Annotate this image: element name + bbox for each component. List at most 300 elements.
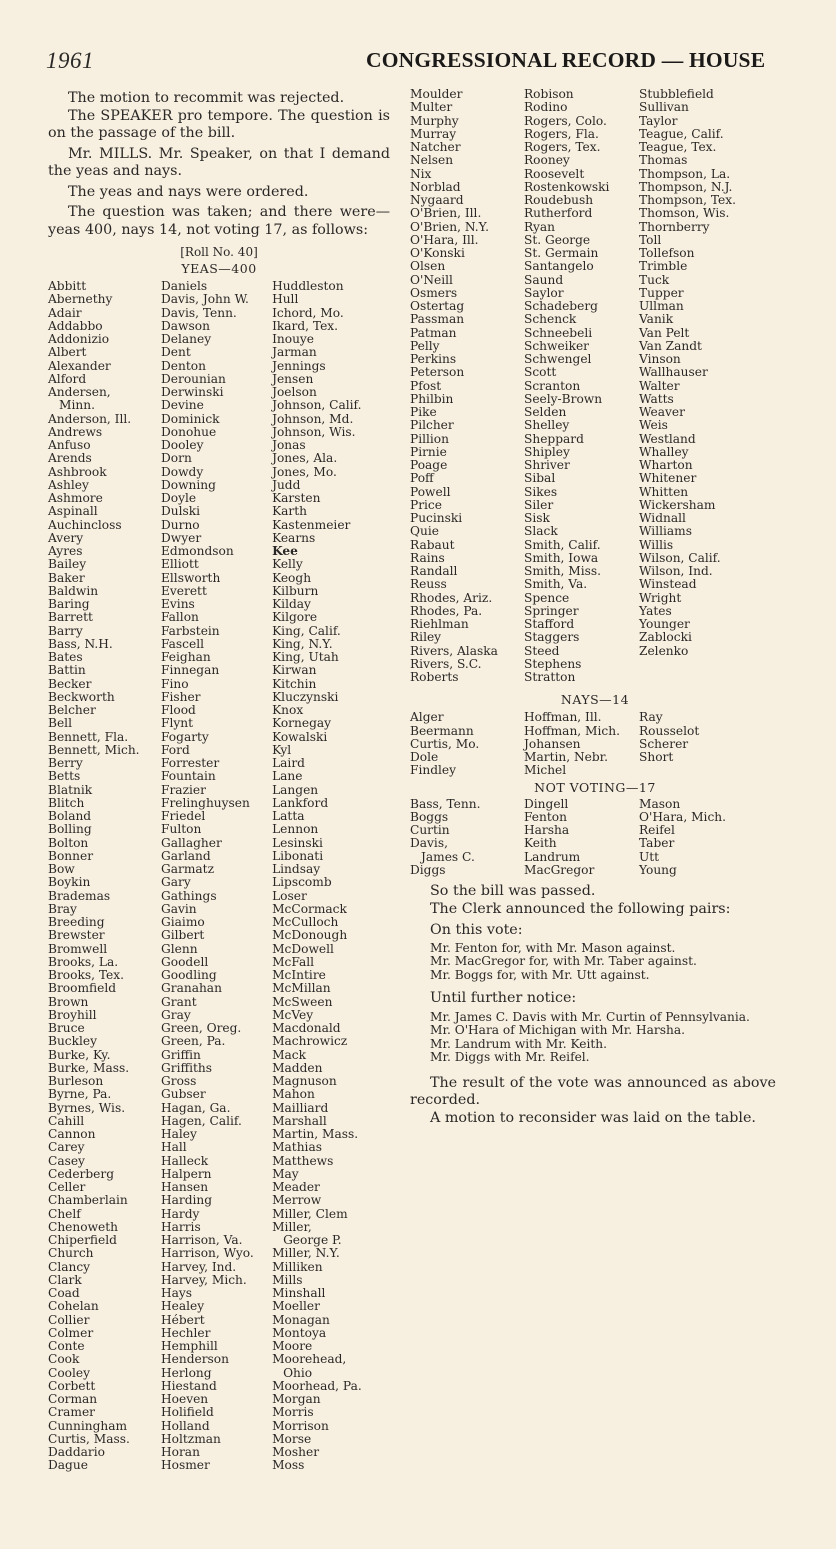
member-name: Boggs: [410, 809, 449, 824]
roll-number: [Roll No. 40]: [180, 245, 258, 259]
member-name: Daniels: [161, 279, 208, 293]
member-name: Kitchin: [272, 676, 317, 691]
member-name: Ellsworth: [161, 570, 221, 585]
member-name: Bennett, Fla.: [48, 729, 129, 744]
member-name: Dooley: [161, 438, 204, 452]
member-name: Scott: [524, 365, 557, 380]
member-name: Blitch: [48, 795, 85, 810]
member-name: Davis, Tenn.: [161, 305, 237, 320]
nays-col-1: [410, 711, 524, 777]
member-name: Martin, Nebr.: [524, 750, 609, 764]
member-name: Dawson: [161, 318, 210, 333]
member-name: Moore: [272, 1339, 313, 1353]
member-name: Younger: [639, 617, 690, 631]
member-name: Mason: [639, 796, 681, 811]
vote-pair: Mr. Boggs for, with Mr. Utt against.: [430, 967, 650, 982]
member-name: Williams: [639, 524, 692, 539]
member-name: O'Hara, Ill.: [410, 232, 479, 247]
member-name: Dominick: [161, 411, 220, 426]
member-name: Halleck: [161, 1153, 209, 1168]
member-name: Barry: [48, 623, 83, 638]
member-name: Broomfield: [48, 981, 117, 996]
vote-pair: Mr. Fenton for, with Mr. Mason against.: [430, 940, 676, 955]
member-name: Jonas: [272, 438, 306, 452]
member-name: Martin, Mass.: [272, 1127, 359, 1141]
member-name: Johnson, Wis.: [272, 424, 356, 439]
member-name: Goodling: [161, 968, 217, 982]
member-name: MacGregor: [524, 862, 595, 877]
member-name: Ullman: [639, 299, 684, 313]
member-name: Bromwell: [48, 941, 108, 956]
member-name: Sisk: [524, 511, 550, 525]
member-name: Burke, Mass.: [48, 1060, 130, 1075]
member-name: Ichord, Mo.: [272, 305, 344, 320]
member-name: Baring: [48, 597, 90, 611]
member-name: Jones, Ala.: [272, 451, 338, 466]
member-name: Matthews: [272, 1153, 334, 1168]
member-name: Hemphill: [161, 1339, 218, 1353]
member-name: Roberts: [410, 670, 459, 684]
member-name: Minshall: [272, 1286, 326, 1300]
member-name: Hull: [272, 292, 299, 307]
member-name: Hébert: [161, 1312, 205, 1327]
member-name: Frelinghuysen: [161, 795, 250, 810]
not-voting-col-2: [524, 798, 639, 878]
member-name: Michel: [524, 763, 567, 778]
member-name: Tupper: [639, 285, 684, 300]
member-name: Devine: [161, 398, 204, 413]
member-name: Patman: [410, 325, 457, 340]
member-name: Willis: [639, 537, 674, 552]
member-name: Hagen, Calif.: [161, 1113, 242, 1128]
member-name: Keogh: [272, 570, 312, 585]
member-name: Harvey, Mich.: [161, 1272, 247, 1287]
member-name: Ohio: [283, 1365, 313, 1380]
member-name: Walter: [639, 378, 680, 393]
member-name: Meader: [272, 1180, 320, 1194]
member-name: Schenck: [524, 312, 577, 327]
member-name: Judd: [272, 477, 301, 492]
member-name: Yates: [639, 603, 672, 618]
member-name: Abernethy: [48, 292, 113, 307]
member-name: Kilburn: [272, 583, 319, 598]
member-name: Bow: [48, 862, 75, 876]
member-name: Seely-Brown: [524, 391, 603, 406]
member-name: Broyhill: [48, 1007, 97, 1022]
member-name: Moorhead, Pa.: [272, 1378, 362, 1393]
member-name: Rousselot: [639, 723, 700, 738]
member-name: Farbstein: [161, 623, 220, 638]
member-name: Nix: [410, 166, 432, 181]
member-name: McDowell: [272, 941, 334, 956]
member-name: Burke, Ky.: [48, 1047, 111, 1062]
yeas-left-col-2: [161, 280, 272, 1473]
member-name: Derwinski: [161, 385, 224, 399]
member-name: Hansen: [161, 1180, 209, 1194]
member-name: Harris: [161, 1219, 201, 1234]
member-name: Karth: [272, 504, 308, 519]
result-text: The result of the vote was announced as above recorded.: [410, 1074, 776, 1108]
member-name: Pelly: [410, 338, 440, 353]
member-name: Johnson, Md.: [272, 411, 354, 426]
member-name: Halpern: [161, 1166, 212, 1181]
member-name: Hardy: [161, 1206, 200, 1221]
member-name: Joelson: [272, 385, 317, 399]
member-name: Scranton: [524, 378, 581, 393]
member-name: Monagan: [272, 1312, 330, 1327]
member-name: Murray: [410, 126, 457, 141]
member-name: Ryan: [524, 219, 555, 234]
member-name: Fallon: [161, 610, 199, 625]
member-name: Whalley: [639, 444, 689, 459]
member-name: Philbin: [410, 391, 454, 406]
member-name: Springer: [524, 603, 579, 618]
not-voting-col-3: [639, 798, 759, 878]
member-name: Kornegay: [272, 716, 332, 731]
member-name: Harrison, Wyo.: [161, 1246, 254, 1261]
member-name: Gray: [161, 1007, 191, 1022]
member-name: Bonner: [48, 848, 94, 863]
member-name: Wilson, Calif.: [639, 550, 721, 565]
member-name: Gross: [161, 1074, 197, 1088]
member-name: Albert: [48, 345, 87, 360]
member-name: Smith, Calif.: [524, 537, 601, 552]
member-name: Van Zandt: [639, 338, 702, 353]
member-name: Poage: [410, 458, 448, 472]
member-name: Tuck: [639, 272, 670, 287]
member-name: Dent: [161, 345, 191, 360]
member-name: Knox: [272, 703, 304, 717]
member-name: Jarman: [272, 345, 317, 360]
member-name: Green, Pa.: [161, 1034, 226, 1049]
member-name: Roudebush: [524, 193, 594, 207]
member-name: Schadeberg: [524, 299, 598, 313]
member-name: Quie: [410, 524, 439, 539]
member-name: Hall: [161, 1140, 187, 1155]
member-name: Pike: [410, 405, 437, 419]
member-name: Murphy: [410, 113, 459, 128]
member-name: Natcher: [410, 140, 461, 154]
member-name: Fulton: [161, 822, 202, 837]
member-name: Collier: [48, 1312, 90, 1327]
member-name: Holland: [161, 1418, 210, 1433]
member-name: Fino: [161, 676, 189, 691]
member-name: Colmer: [48, 1325, 94, 1340]
member-name: Madden: [272, 1060, 323, 1075]
member-name: Teague, Tex.: [639, 140, 717, 154]
member-name: Olsen: [410, 259, 446, 274]
member-name: Moeller: [272, 1299, 320, 1314]
member-name: Curtin: [410, 823, 450, 837]
member-name: Ashmore: [48, 491, 103, 505]
member-name: Machrowicz: [272, 1034, 348, 1049]
member-name: Loser: [272, 888, 307, 903]
member-name: Weis: [639, 418, 668, 433]
intro-paragraph: The question was taken; and there were—yeas 400, nays 14, not voting 17, as follows:: [48, 204, 390, 238]
member-name: Frazier: [161, 782, 206, 797]
member-name: Thompson, N.J.: [639, 179, 733, 194]
notice-pair: Mr. Landrum with Mr. Keith.: [430, 1036, 608, 1051]
member-name: Kee: [272, 544, 298, 558]
not-voting-heading: NOT VOTING—17: [534, 779, 656, 795]
member-name: Lane: [272, 769, 303, 784]
member-name: George P.: [283, 1233, 342, 1247]
member-name: Hays: [161, 1286, 193, 1300]
member-name: Hagan, Ga.: [161, 1100, 231, 1115]
member-name: Wickersham: [639, 497, 716, 512]
member-name: Bruce: [48, 1021, 85, 1035]
member-name: Mack: [272, 1047, 307, 1062]
page-year: 1961: [46, 48, 94, 73]
member-name: Moulder: [410, 87, 463, 101]
member-name: Ostertag: [410, 299, 465, 313]
member-name: Celler: [48, 1180, 86, 1194]
member-name: Inouye: [272, 332, 315, 346]
member-name: Finnegan: [161, 663, 220, 678]
member-name: Taber: [639, 836, 675, 851]
member-name: Hoffman, Ill.: [524, 710, 602, 725]
member-name: Stafford: [524, 617, 575, 631]
member-name: Elliott: [161, 557, 199, 572]
member-name: Brooks, La.: [48, 954, 119, 969]
member-name: Bailey: [48, 557, 87, 572]
member-name: Addonizio: [48, 332, 110, 346]
member-name: Huddleston: [272, 279, 344, 293]
not-voting-col-1: [410, 798, 524, 878]
member-name: Doyle: [161, 491, 197, 505]
member-name: Harvey, Ind.: [161, 1259, 237, 1274]
member-name: Westland: [639, 431, 696, 446]
member-name: McVey: [272, 1007, 314, 1022]
member-name: Sikes: [524, 484, 558, 499]
member-name: Jennings: [272, 358, 326, 373]
member-name: Cunningham: [48, 1418, 128, 1433]
member-name: Wright: [639, 590, 682, 605]
member-name: Cramer: [48, 1405, 96, 1420]
member-name: Taylor: [639, 113, 678, 128]
member-name: Byrne, Pa.: [48, 1087, 112, 1102]
member-name: Lipscomb: [272, 875, 332, 890]
nays-col-2: [524, 711, 639, 777]
on-this-vote-heading: On this vote:: [430, 922, 523, 938]
member-name: Delaney: [161, 332, 212, 346]
member-name: Holtzman: [161, 1431, 221, 1446]
member-name: Gallagher: [161, 835, 222, 850]
member-name: Curtis, Mass.: [48, 1431, 130, 1446]
member-name: McDonough: [272, 928, 348, 943]
member-name: Boykin: [48, 875, 91, 890]
member-name: Wilson, Ind.: [639, 564, 713, 578]
member-name: Sheppard: [524, 431, 584, 446]
member-name: Blatnik: [48, 782, 93, 797]
member-name: Thomson, Wis.: [639, 206, 730, 221]
member-name: Betts: [48, 769, 81, 784]
member-name: Thompson, Tex.: [639, 193, 737, 207]
member-name: Pfost: [410, 378, 442, 393]
member-name: Healey: [161, 1299, 205, 1314]
member-name: Dague: [48, 1458, 88, 1473]
member-name: Langen: [272, 782, 319, 797]
member-name: Feighan: [161, 650, 211, 664]
not-voting-list: [410, 798, 780, 878]
member-name: James C.: [421, 849, 475, 864]
member-name: Kluczynski: [272, 689, 339, 704]
member-name: Van Pelt: [639, 325, 690, 340]
member-name: Pirnie: [410, 444, 447, 459]
member-name: Becker: [48, 676, 92, 691]
member-name: Gavin: [161, 901, 197, 916]
member-name: Garland: [161, 848, 211, 863]
member-name: King, N.Y.: [272, 636, 333, 651]
member-name: Bennett, Mich.: [48, 742, 140, 757]
member-name: Granahan: [161, 981, 222, 996]
member-name: Byrnes, Wis.: [48, 1100, 126, 1115]
member-name: Sullivan: [639, 100, 689, 115]
member-name: McFall: [272, 954, 315, 969]
member-name: Dingell: [524, 796, 569, 811]
member-name: Dwyer: [161, 530, 202, 545]
member-name: Keith: [524, 836, 557, 851]
member-name: Wallhauser: [639, 365, 708, 380]
member-name: Henderson: [161, 1352, 229, 1367]
member-name: Minn.: [59, 398, 95, 413]
member-name: Gubser: [161, 1087, 206, 1102]
member-name: Smith, Va.: [524, 577, 588, 592]
member-name: Short: [639, 750, 674, 764]
member-name: Harsha: [524, 823, 570, 837]
member-name: Kilgore: [272, 610, 318, 625]
member-name: Holifield: [161, 1405, 214, 1420]
member-name: Rivers, S.C.: [410, 656, 482, 671]
member-name: Derounian: [161, 371, 226, 386]
member-name: Saund: [524, 272, 564, 287]
member-name: Bell: [48, 716, 72, 731]
member-name: Baldwin: [48, 583, 99, 598]
member-name: Rogers, Colo.: [524, 113, 607, 128]
member-name: Siler: [524, 497, 554, 512]
member-name: Anfuso: [48, 438, 91, 452]
member-name: Harding: [161, 1193, 213, 1208]
member-name: Tollefson: [639, 246, 695, 260]
member-name: Nygaard: [410, 193, 464, 207]
member-name: Kilday: [272, 597, 311, 611]
member-name: Moss: [272, 1458, 305, 1473]
member-name: Karsten: [272, 491, 321, 505]
nays-col-3: [639, 711, 759, 777]
member-name: Young: [639, 862, 677, 877]
member-name: Anderson, Ill.: [48, 411, 132, 426]
member-name: Diggs: [410, 862, 446, 877]
member-name: Corman: [48, 1392, 98, 1406]
member-name: Dulski: [161, 504, 201, 519]
intro-paragraph: Mr. MILLS. Mr. Speaker, on that I demand the yeas and nays.: [48, 145, 390, 179]
member-name: Hosmer: [161, 1458, 210, 1473]
member-name: McSween: [272, 994, 333, 1009]
member-name: Stubblefield: [639, 87, 714, 101]
member-name: Rutherford: [524, 206, 593, 221]
member-name: Shipley: [524, 444, 570, 459]
member-name: O'Konski: [410, 246, 465, 260]
member-name: Boland: [48, 809, 92, 823]
yeas-list-left: [48, 280, 390, 1473]
yeas-left-col-1: [48, 280, 161, 1473]
member-name: Friedel: [161, 809, 206, 823]
member-name: Bray: [48, 901, 77, 916]
member-name: Mahon: [272, 1087, 315, 1102]
member-name: O'Brien, Ill.: [410, 206, 482, 221]
member-name: Selden: [524, 405, 567, 419]
member-name: Ford: [161, 742, 190, 757]
member-name: Perkins: [410, 352, 457, 366]
member-name: Avery: [48, 530, 84, 545]
member-name: Cahill: [48, 1113, 85, 1128]
member-name: Cooley: [48, 1365, 90, 1380]
member-name: Roosevelt: [524, 166, 585, 181]
member-name: Lindsay: [272, 862, 321, 876]
member-name: Auchincloss: [48, 517, 122, 532]
member-name: Poff: [410, 471, 434, 486]
member-name: Reifel: [639, 823, 675, 837]
reconsider-text: A motion to reconsider was laid on the table.: [430, 1109, 756, 1126]
member-name: Nelsen: [410, 153, 454, 168]
member-name: Daddario: [48, 1445, 105, 1459]
member-name: Landrum: [524, 849, 581, 864]
member-name: May: [272, 1166, 299, 1181]
member-name: Hoeven: [161, 1392, 209, 1406]
until-notice-heading: Until further notice:: [430, 990, 577, 1006]
intro-paragraph: The SPEAKER pro tempore. The question is on the passage of the bill.: [48, 107, 390, 141]
member-name: Randall: [410, 564, 458, 578]
member-name: Hechler: [161, 1325, 211, 1340]
member-name: Brooks, Tex.: [48, 968, 124, 982]
member-name: Gilbert: [161, 928, 205, 943]
member-name: King, Utah: [272, 650, 339, 664]
member-name: Breeding: [48, 915, 105, 929]
member-name: Shriver: [524, 458, 570, 472]
notice-pair: Mr. O'Hara of Michigan with Mr. Harsha.: [430, 1023, 686, 1037]
member-name: Miller,: [272, 1219, 312, 1234]
member-name: Forrester: [161, 756, 220, 770]
member-name: Dorn: [161, 451, 192, 466]
member-name: McCulloch: [272, 915, 339, 929]
member-name: Stephens: [524, 656, 582, 671]
member-name: Lesinski: [272, 835, 323, 850]
member-name: Laird: [272, 756, 305, 770]
member-name: Brown: [48, 994, 89, 1009]
yeas-heading: YEAS—400: [181, 261, 257, 276]
member-name: Miller, Clem: [272, 1206, 348, 1221]
member-name: St. Germain: [524, 246, 599, 260]
member-name: Chamberlain: [48, 1193, 128, 1208]
member-name: Hoffman, Mich.: [524, 723, 620, 738]
member-name: Abbitt: [48, 279, 87, 293]
member-name: Whitten: [639, 484, 689, 499]
member-name: Denton: [161, 358, 206, 373]
member-name: Conte: [48, 1339, 85, 1353]
member-name: Morgan: [272, 1392, 321, 1406]
member-name: Stratton: [524, 670, 576, 684]
member-name: Dowdy: [161, 464, 204, 479]
member-name: McMillan: [272, 981, 331, 996]
member-name: Bolling: [48, 822, 92, 837]
member-name: Gary: [161, 875, 191, 890]
member-name: Arends: [48, 451, 92, 466]
member-name: Brewster: [48, 928, 105, 943]
member-name: Pillion: [410, 431, 449, 446]
member-name: Evins: [161, 597, 195, 611]
member-name: Kastenmeier: [272, 517, 351, 532]
member-name: Addabbo: [48, 318, 103, 333]
